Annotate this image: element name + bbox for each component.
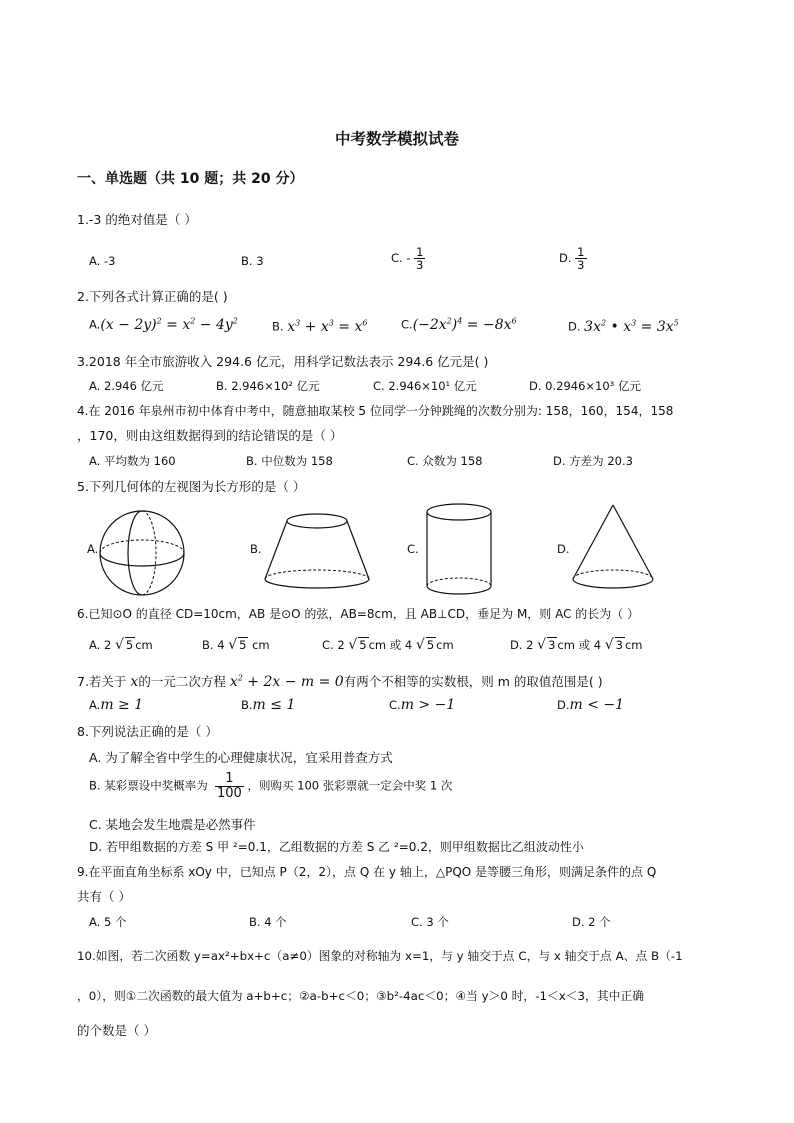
q5-option-d: D. — [557, 542, 570, 556]
fraction: $\frac{1}{3}$ — [416, 245, 424, 273]
q1-option-d — [559, 246, 587, 271]
q1-option-b: B. 3 — [241, 254, 264, 268]
question-2-stem: 2.下列各式计算正确的是( ) — [77, 289, 228, 304]
question-3-stem: 3.2018 年全市旅游收入 294.6 亿元，用科学记数法表示 294.6 亿元是( ) — [77, 354, 489, 369]
q3-option-b: B. 2.946×10² 亿元 — [216, 379, 320, 393]
q9-option-b: B. 4 个 — [249, 915, 287, 929]
question-4-stem-line2: ，170，则由这组数据得到的结论错误的是（ ） — [77, 428, 343, 443]
q1-option-c — [391, 246, 425, 271]
question-10-line3: 的个数是（ ） — [77, 1023, 156, 1038]
q7-option-b: B.m ≤ 1 — [241, 697, 296, 713]
q9-option-a: A. 5 个 — [89, 915, 127, 929]
q6-option-d: D. 2 √ 3 cm 或 4 √ 3 cm — [510, 637, 643, 653]
q4-option-d: D. 方差为 20.3 — [553, 454, 633, 468]
cone-figure — [570, 503, 658, 593]
q8-option-a: A. 为了解全省中学生的心理健康状况，宜采用普查方式 — [89, 750, 393, 765]
fraction: $\frac{1}{100}$ — [217, 771, 242, 801]
q9-option-d: D. 2 个 — [572, 915, 611, 929]
q2-option-b: B. $x^3 + x^3 = x^6$ — [272, 318, 368, 335]
q8-option-d: D. 若甲组数据的方差 S 甲 ²=0.1，乙组数据的方差 S 乙 ²=0.2，则甲组数据比乙组波动性小 — [89, 840, 584, 854]
question-4-stem-line1: 4.在 2016 年泉州市初中体育中考中，随意抽取某校 5 位同学一分钟跳绳的次数分别为: 158，160，154，158 — [77, 404, 674, 418]
q4-option-c: C. 众数为 158 — [407, 454, 483, 468]
question-1-stem: 1.-3 的绝对值是（ ） — [77, 212, 197, 227]
q3-option-a: A. 2.946 亿元 — [89, 379, 164, 393]
q9-option-c: C. 3 个 — [411, 915, 449, 929]
question-7-stem: 7.若关于 x的一元二次方程 $x^2 + 2x - m = 0$有两个不相等的实数根，则 m 的取值范围是( ) — [77, 673, 603, 690]
q7-option-d: D.m < −1 — [557, 697, 625, 713]
question-9-stem-line2: 共有（ ） — [77, 889, 131, 904]
fraction: $\frac{1}{3}$ — [577, 245, 585, 273]
q3-option-d: D. 0.2946×10³ 亿元 — [529, 379, 641, 393]
q1-option-c-prefix: C. - — [391, 251, 411, 266]
sphere-figure — [97, 508, 187, 598]
question-9-stem-line1: 9.在平面直角坐标系 xOy 中，已知点 P（2，2），点 Q 在 y 轴上，△PQO 是等腰三角形，则满足条件的点 Q — [77, 865, 657, 879]
frustum-figure — [262, 512, 372, 592]
question-10-line1: 10.如图，若二次函数 y=ax²+bx+c（a≠0）图象的对称轴为 x=1，与 y 轴交于点 C，与 x 轴交于点 A、点 B（-1 — [77, 949, 683, 963]
page-title: 中考数学模拟试卷 — [334, 130, 459, 148]
q5-option-c: C. — [407, 542, 419, 556]
q6-option-b: B. 4 √ 5 cm — [202, 637, 270, 653]
section-heading: 一、单选题（共 10 题；共 20 分） — [77, 171, 304, 187]
q5-option-a: A. — [87, 542, 99, 556]
q2-option-d: D. $3x^2$ • $x^3 = 3x^5$ — [568, 318, 679, 335]
q2-option-a: $A.(x - 2y)^2 = x^2 - 4y^2$ — [89, 316, 238, 333]
question-6-stem: 6.已知⊙O 的直径 CD=10cm，AB 是⊙O 的弦，AB=8cm，且 AB⊥CD，垂足为 M，则 AC 的长为（ ） — [77, 607, 640, 621]
question-5-stem: 5.下列几何体的左视图为长方形的是（ ） — [77, 479, 306, 494]
q4-option-b: B. 中位数为 158 — [246, 454, 333, 468]
q8-option-c: C. 某地会发生地震是必然事件 — [89, 817, 256, 832]
question-8-stem: 8.下列说法正确的是（ ） — [77, 724, 218, 739]
q6-option-c: C. 2 √ 5 cm 或 4 √ 5 cm — [322, 637, 454, 653]
q1-option-d-prefix: D. — [559, 251, 572, 266]
q8-option-b: B. 某彩票设中奖概率为 $\frac{1}{100}$ ，则购买 100 张彩票就一定会中奖 1 次 — [89, 771, 453, 801]
q3-option-c: C. 2.946×10¹ 亿元 — [373, 379, 477, 393]
cylinder-figure — [424, 502, 494, 598]
q1-option-a: A. -3 — [89, 254, 116, 268]
q2-option-c: $C.(-2x^2)^4 = -8x^6$ — [401, 316, 517, 333]
q7-option-c: C.m > −1 — [389, 697, 456, 713]
q4-option-a: A. 平均数为 160 — [89, 454, 176, 468]
question-10-line2: ，0），则①二次函数的最大值为 a+b+c；②a-b+c＜0；③b²-4ac＜0；④当 y＞0 时，-1＜x＜3，其中正确 — [77, 989, 645, 1003]
q6-option-a: A. 2 √ 5 cm — [89, 637, 153, 653]
q7-option-a: A.m ≥ 1 — [89, 697, 144, 713]
q5-option-b: B. — [250, 542, 262, 556]
